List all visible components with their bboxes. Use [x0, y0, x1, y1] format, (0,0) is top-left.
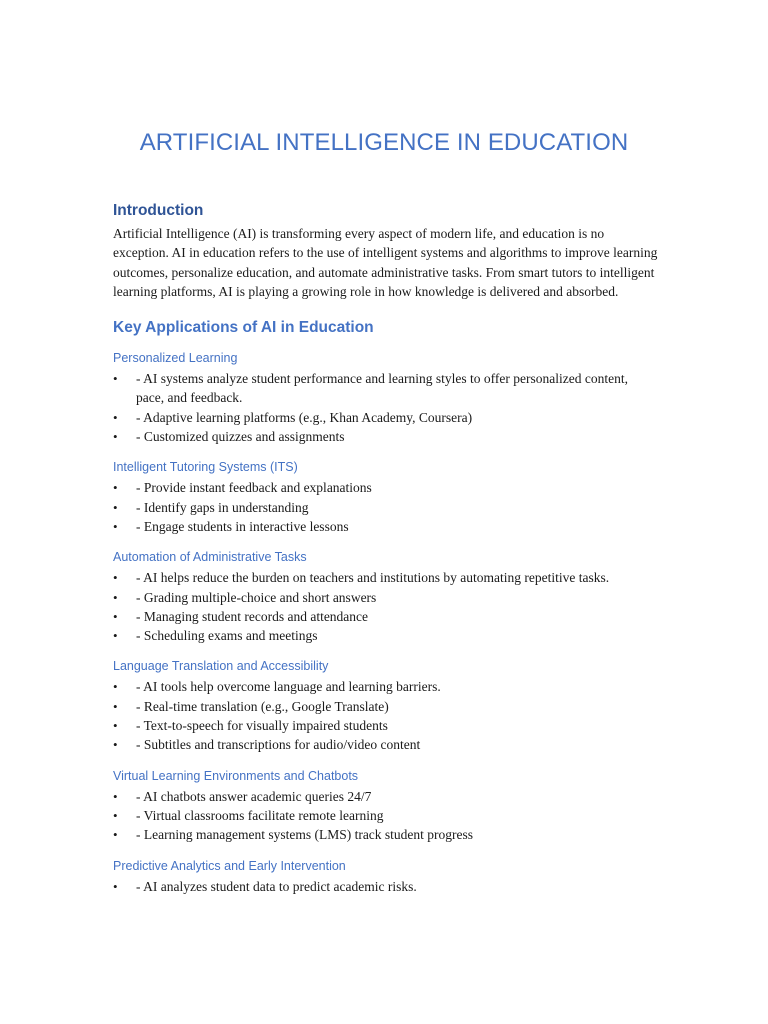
bullet-icon: •	[113, 679, 118, 695]
bullet-list	[113, 478, 658, 536]
list-item-text: - Provide instant feedback and explanations	[136, 480, 372, 496]
list-item-text: - Virtual classrooms facilitate remote learning	[136, 807, 384, 823]
bullet-list	[113, 369, 658, 446]
list-item	[113, 877, 658, 896]
list-item	[113, 677, 658, 696]
intro-paragraph: Artificial Intelligence (AI) is transforming every aspect of modern life, and education is no exception. AI in education refers to the use of intelligent systems and algorithms to improve learning outcomes, personalize education, and automate administrative tasks. From smart tutors to intelligent learning platforms, AI is playing a growing role in how knowledge is delivered and absorbed.	[113, 226, 658, 299]
list-item	[113, 716, 658, 735]
list-item	[113, 369, 658, 408]
bullet-icon: •	[113, 737, 118, 753]
list-item	[113, 787, 658, 806]
list-item-text: - Learning management systems (LMS) track student progress	[136, 827, 474, 843]
bullet-list	[113, 677, 658, 754]
list-item-text: - Scheduling exams and meetings	[136, 628, 318, 644]
section-heading: Language Translation and Accessibility	[113, 659, 329, 674]
bullet-icon: •	[113, 608, 118, 624]
list-item-text: - Adaptive learning platforms (e.g., Khan Academy, Coursera)	[136, 409, 473, 425]
list-item	[113, 588, 658, 607]
bullet-icon: •	[113, 628, 118, 644]
bullet-icon: •	[113, 429, 118, 445]
bullet-icon: •	[113, 589, 118, 605]
bullet-list	[113, 568, 658, 645]
document-body	[113, 202, 658, 908]
bullet-icon: •	[113, 718, 118, 734]
list-item-text: - AI chatbots answer academic queries 24/7	[136, 788, 372, 804]
document-title: ARTIFICIAL INTELLIGENCE IN EDUCATION	[139, 129, 629, 156]
list-item-text: - AI tools help overcome language and learning barriers.	[136, 679, 441, 695]
list-item	[113, 427, 658, 446]
bullet-icon: •	[113, 570, 118, 586]
list-item	[113, 735, 658, 754]
list-item-text: - Text-to-speech for visually impaired students	[136, 718, 388, 734]
section-heading: Virtual Learning Environments and Chatbots	[113, 768, 359, 783]
list-item	[113, 825, 658, 844]
list-item	[113, 607, 658, 626]
bullet-icon: •	[113, 827, 118, 843]
list-item-text: - AI systems analyze student performance and learning styles to offer personalized content, pace, and feedback.	[136, 371, 628, 406]
list-item	[113, 408, 658, 427]
bullet-list	[113, 787, 658, 845]
applications-heading: Key Applications of AI in Education	[113, 319, 374, 337]
section-heading: Predictive Analytics and Early Intervention	[113, 858, 346, 873]
bullet-icon: •	[113, 878, 118, 894]
section-heading: Personalized Learning	[113, 351, 238, 366]
list-item-text: - Real-time translation (e.g., Google Translate)	[136, 698, 389, 714]
list-item	[113, 806, 658, 825]
bullet-icon: •	[113, 518, 118, 534]
bullet-icon: •	[113, 480, 118, 496]
bullet-icon: •	[113, 371, 118, 387]
list-item-text: - Grading multiple-choice and short answers	[136, 589, 377, 605]
list-item-text: - Subtitles and transcriptions for audio/video content	[136, 737, 421, 753]
applications-sections	[113, 349, 658, 896]
list-item	[113, 517, 658, 536]
section-heading: Automation of Administrative Tasks	[113, 550, 307, 565]
intro-heading: Introduction	[113, 202, 204, 219]
bullet-icon: •	[113, 807, 118, 823]
list-item-text: - Engage students in interactive lessons	[136, 518, 349, 534]
list-item	[113, 568, 658, 587]
bullet-list	[113, 877, 658, 896]
list-item-text: - Managing student records and attendance	[136, 608, 369, 624]
list-item	[113, 697, 658, 716]
bullet-icon: •	[113, 698, 118, 714]
list-item	[113, 626, 658, 645]
bullet-icon: •	[113, 499, 118, 515]
list-item	[113, 498, 658, 517]
bullet-icon: •	[113, 788, 118, 804]
list-item-text: - AI helps reduce the burden on teachers and institutions by automating repetitive tasks.	[136, 570, 610, 586]
section-heading: Intelligent Tutoring Systems (ITS)	[113, 460, 298, 475]
list-item-text: - AI analyzes student data to predict academic risks.	[136, 878, 417, 894]
list-item	[113, 478, 658, 497]
list-item-text: - Identify gaps in understanding	[136, 499, 309, 515]
bullet-icon: •	[113, 409, 118, 425]
list-item-text: - Customized quizzes and assignments	[136, 429, 345, 445]
